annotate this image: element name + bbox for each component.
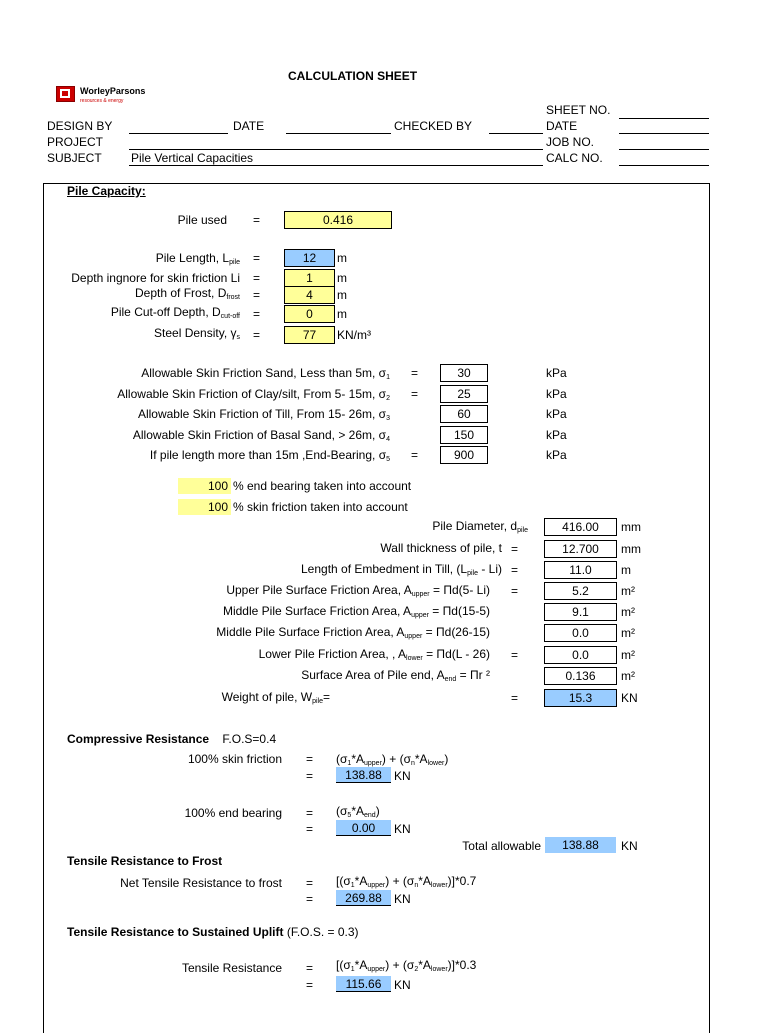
total-allowable-result: 138.88 (545, 837, 616, 853)
eq: = (511, 563, 519, 577)
checked-by-label: CHECKED BY (394, 119, 473, 133)
date-label: DATE (233, 119, 265, 133)
pile-length-input[interactable]: 12 (284, 249, 335, 267)
eq: = (411, 448, 419, 462)
tensile-uplift-heading: Tensile Resistance to Sustained Uplift (F.O.S. = 0.3) (67, 925, 359, 939)
subject-value: Pile Vertical Capacities (131, 151, 254, 165)
tensile-frost-label: Net Tensile Resistance to frost (120, 876, 282, 890)
unit: kPa (546, 387, 567, 401)
friction-label: Allowable Skin Friction of Clay/silt, From 5- 15m, $\sigma_2$ (117, 387, 390, 402)
geometry-label: Middle Pile Surface Friction Area, $A_{upper} = \Pi d(26-15)$ (216, 625, 490, 640)
friction-label: Allowable Skin Friction Sand, Less than 5m, $\sigma_1$ (141, 366, 390, 381)
unit: m² (621, 584, 635, 598)
calc-no-field[interactable] (619, 165, 709, 166)
logo-mark-icon (56, 86, 75, 102)
geometry-label: Length of Embedment in Till, $(L_{pile} - Li)$ (301, 562, 502, 577)
tensile-frost-result: 269.88 (336, 890, 391, 906)
end-bearing-percent-input[interactable]: 100 (178, 478, 231, 494)
project-label: PROJECT (47, 135, 104, 149)
friction-value-input[interactable]: 900 (440, 446, 488, 464)
tensile-uplift-formula: $[(\sigma_1*A_{upper}) + (\sigma_2*A_{lower})]*0.3$ (336, 958, 477, 973)
unit: KN (621, 839, 638, 853)
unit: m (621, 563, 631, 577)
unit: kPa (546, 428, 567, 442)
skin-friction-percent-label: % skin friction taken into account (233, 500, 408, 514)
geometry-value: 0.0 (544, 624, 617, 642)
eq: = (306, 892, 314, 906)
eq: = (306, 752, 314, 766)
unit: m² (621, 648, 635, 662)
subject-field[interactable] (129, 165, 543, 166)
eq: = (411, 387, 419, 401)
total-allowable-label: Total allowable (462, 839, 541, 853)
eq: = (253, 213, 261, 227)
unit: mm (621, 520, 641, 534)
eq: = (411, 366, 419, 380)
friction-label: If pile length more than 15m ,End-Bearing, $\sigma_5$ (149, 448, 390, 463)
eq: = (306, 769, 314, 783)
eq: = (306, 978, 314, 992)
design-by-label: DESIGN BY (47, 119, 113, 133)
eq: = (306, 876, 314, 890)
eq: = (253, 271, 261, 285)
steel-density-input[interactable]: 77 (284, 326, 335, 344)
tensile-resistance-label: Tensile Resistance (181, 961, 282, 975)
date2-field[interactable] (619, 133, 709, 134)
job-no-field[interactable] (619, 149, 709, 150)
geometry-label: Middle Pile Surface Friction Area, $A_{upper} = \Pi d(15-5)$ (222, 604, 490, 619)
pile-length-label: Pile Length, $L_{pile}$ (155, 251, 240, 266)
tensile-uplift-result: 115.66 (336, 976, 391, 992)
eq: = (253, 251, 261, 265)
geometry-value: 15.3 (544, 689, 617, 707)
friction-label: Allowable Skin Friction of Till, From 15- 26m, $\sigma_3$ (137, 407, 390, 422)
friction-value-input[interactable]: 25 (440, 385, 488, 403)
frost-depth-label: Depth of Frost, $D_{frost}$ (135, 286, 240, 301)
skin-friction-label: 100% skin friction (187, 752, 282, 766)
design-by-field[interactable] (129, 133, 228, 134)
pile-capacity-heading: Pile Capacity: (67, 184, 146, 198)
geometry-value: 416.00 (544, 518, 617, 536)
unit: kPa (546, 407, 567, 421)
unit: kPa (546, 366, 567, 380)
steel-density-label: Steel Density, $\gamma_s$ (154, 326, 240, 341)
geometry-label: Surface Area of Pile end, $A_{end} = \Pi r$ ² (301, 668, 490, 683)
unit: KN (394, 892, 411, 906)
depth-ignore-label: Depth ingnore for skin friction Li (71, 271, 240, 285)
geometry-label: Lower Pile Friction Area, , $A_{lower} = \Pi d(L - 26)$ (258, 647, 490, 662)
unit: KN (621, 691, 638, 705)
friction-value-input[interactable]: 150 (440, 426, 488, 444)
unit: KN/m³ (337, 328, 371, 342)
friction-value-input[interactable]: 30 (440, 364, 488, 382)
date-field[interactable] (286, 133, 391, 134)
tensile-frost-formula: $[(\sigma_1*A_{upper}) + (\sigma_n*A_{lower})]*0.7$ (336, 874, 477, 889)
end-bearing-label: 100% end bearing (184, 806, 282, 820)
unit: m (337, 288, 347, 302)
eq: = (253, 328, 261, 342)
eq: = (511, 584, 519, 598)
geometry-value: 0.136 (544, 667, 617, 685)
unit: m (337, 251, 347, 265)
geometry-label: Weight of pile, $W_{pile}=$ (221, 690, 330, 705)
job-no-label: JOB NO. (546, 135, 595, 149)
skin-friction-percent-input[interactable]: 100 (178, 499, 231, 515)
unit: kPa (546, 448, 567, 462)
cutoff-depth-input[interactable]: 0 (284, 305, 335, 323)
eq: = (511, 691, 519, 705)
eq: = (306, 822, 314, 836)
eq: = (511, 542, 519, 556)
unit: KN (394, 769, 411, 783)
date2-label: DATE (546, 119, 578, 133)
sheet-title: CALCULATION SHEET (288, 69, 418, 83)
end-bearing-percent-label: % end bearing taken into account (233, 479, 412, 493)
friction-value-input[interactable]: 60 (440, 405, 488, 423)
calc-no-label: CALC NO. (546, 151, 603, 165)
geometry-label: Pile Diameter, $d_{pile}$ (432, 519, 528, 534)
unit: m² (621, 605, 635, 619)
geometry-value: 0.0 (544, 646, 617, 664)
project-field[interactable] (129, 149, 543, 150)
unit: m² (621, 669, 635, 683)
geometry-label: Upper Pile Surface Friction Area, $A_{upper} = \Pi d(5-$ Li) (226, 583, 490, 598)
geometry-value: 11.0 (544, 561, 617, 579)
sheet-no-field[interactable] (619, 118, 709, 119)
eq: = (253, 307, 261, 321)
end-bearing-formula: $(\sigma_5*A_{end})$ (336, 804, 380, 819)
pile-used-input[interactable]: 0.416 (284, 211, 392, 229)
checked-by-field[interactable] (489, 133, 543, 134)
geometry-value: 9.1 (544, 603, 617, 621)
eq: = (306, 961, 314, 975)
skin-friction-result: 138.88 (336, 767, 391, 783)
pile-used-label: Pile used (177, 213, 227, 227)
friction-label: Allowable Skin Friction of Basal Sand, > 26m, $\sigma_4$ (132, 428, 390, 443)
compressive-heading: Compressive Resistance F.O.S=0.4 (67, 732, 277, 746)
unit: m² (621, 626, 635, 640)
logo-text: WorleyParsons (80, 86, 146, 96)
unit: mm (621, 542, 641, 556)
unit: KN (394, 822, 411, 836)
geometry-value: 5.2 (544, 582, 617, 600)
end-bearing-result: 0.00 (336, 820, 391, 836)
depth-ignore-input[interactable]: 1 (284, 269, 335, 287)
geometry-value: 12.700 (544, 540, 617, 558)
tensile-frost-heading: Tensile Resistance to Frost (67, 854, 223, 868)
eq: = (306, 806, 314, 820)
unit: KN (394, 978, 411, 992)
eq: = (253, 288, 261, 302)
eq: = (511, 648, 519, 662)
logo-tagline: resources & energy (80, 98, 124, 104)
subject-label: SUBJECT (47, 151, 102, 165)
cutoff-depth-label: Pile Cut-off Depth, $D_{cut-off}$ (110, 305, 240, 320)
unit: m (337, 271, 347, 285)
unit: m (337, 307, 347, 321)
sheet-no-label: SHEET NO. (546, 103, 611, 117)
geometry-label: Wall thickness of pile, t (380, 541, 502, 555)
skin-friction-formula: $(\sigma_1*A_{upper}) + (\sigma_n*A_{lower})$ (336, 752, 449, 767)
frost-depth-input[interactable]: 4 (284, 286, 335, 304)
